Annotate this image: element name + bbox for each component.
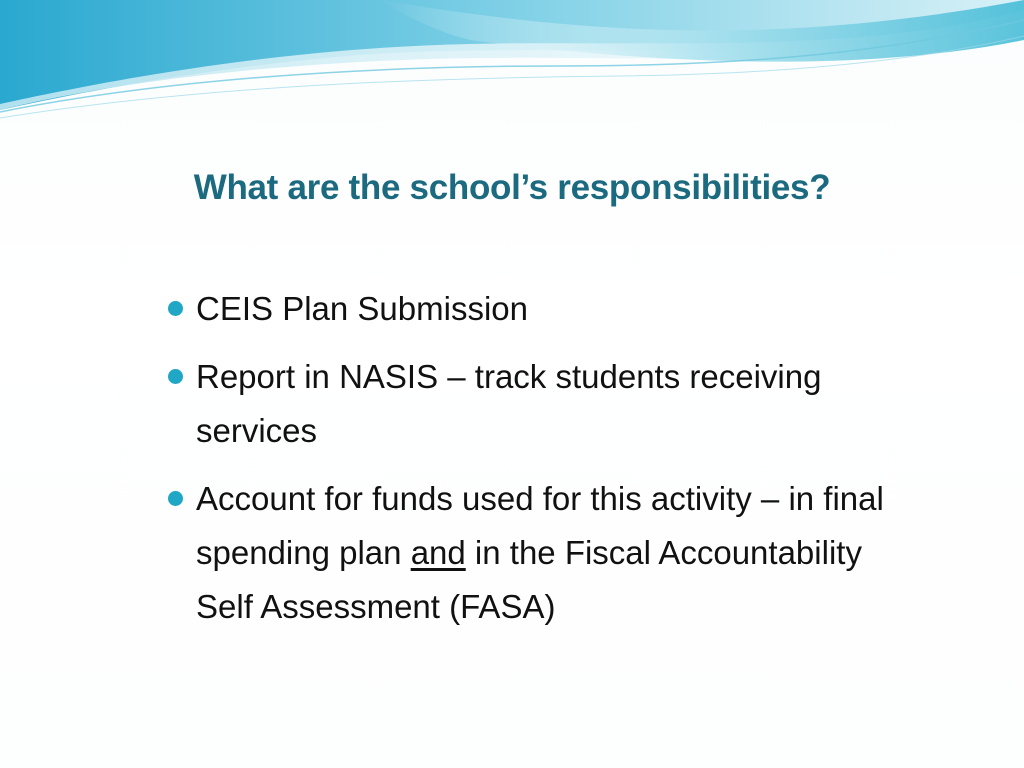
bullet-text-before: Account for funds used for this activity – in final spending plan [196,480,884,571]
bullet-text-after: in the Fiscal Accountability Self Assessment (FASA) [196,534,862,625]
bullet-dot-icon [168,491,183,506]
slide-title: What are the school’s responsibilities? [193,168,831,207]
bullet-list [166,282,886,648]
decorative-wave-header [0,0,1024,130]
bullet-text: Report in NASIS – track students receiving services [196,358,822,449]
bullet-text: CEIS Plan Submission [196,290,528,327]
bullet-item [166,282,886,336]
bullet-dot-icon [168,369,183,384]
bullet-item [166,350,886,458]
bullet-text-underlined: and [410,534,466,571]
bullet-item [166,472,886,634]
bullet-dot-icon [168,301,183,316]
